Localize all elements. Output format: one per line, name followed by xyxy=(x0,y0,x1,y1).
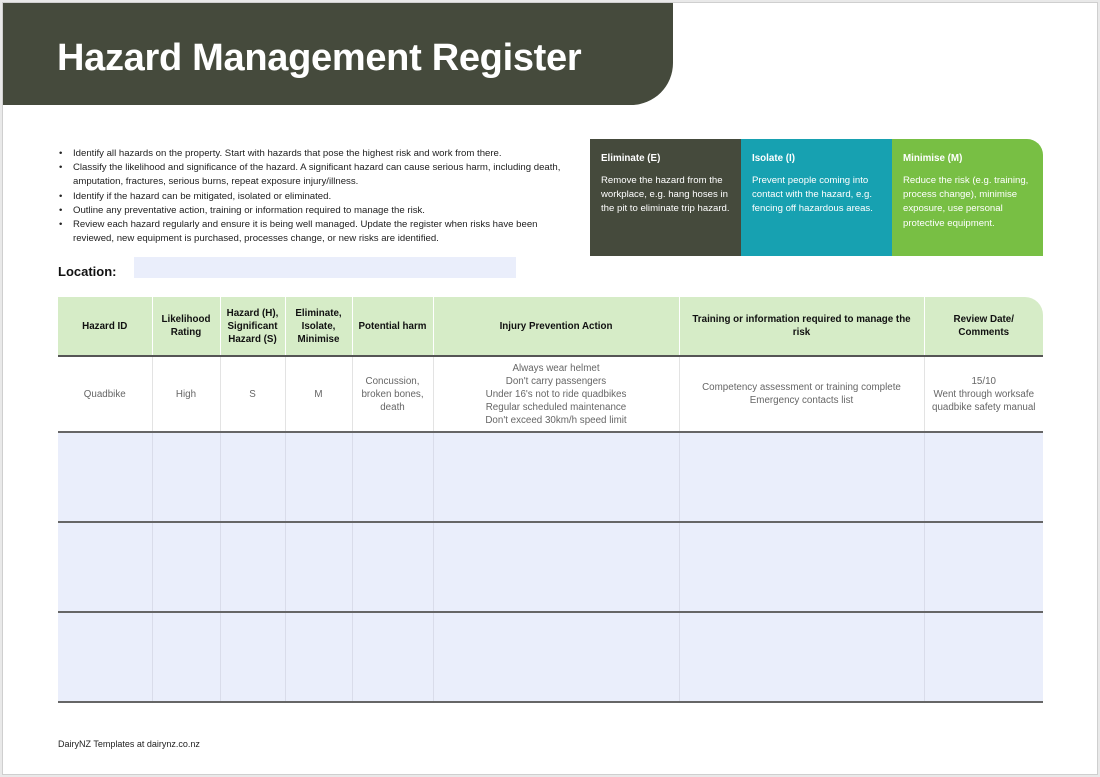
empty-cell[interactable] xyxy=(352,522,433,612)
empty-cell[interactable] xyxy=(679,612,924,702)
table-row xyxy=(58,356,1043,432)
table-row-empty xyxy=(58,612,1043,702)
empty-cell[interactable] xyxy=(58,612,152,702)
instruction-item: • Classify the likelihood and significance of the hazard. A significant hazard can cause serious harm, including death, amputation, fractures, serious burns, repeat exposure injury/illness. xyxy=(57,161,577,189)
empty-cell[interactable] xyxy=(58,432,152,522)
empty-cell[interactable] xyxy=(352,612,433,702)
empty-cell[interactable] xyxy=(285,612,352,702)
empty-cell[interactable] xyxy=(152,612,220,702)
header-potential-harm: Potential harm xyxy=(352,297,433,356)
header-injury-prevention-action: Injury Prevention Action xyxy=(433,297,679,356)
review-line: Went through worksafe xyxy=(933,388,1035,400)
empty-cell[interactable] xyxy=(679,432,924,522)
hazard-register-table xyxy=(58,297,1043,703)
cell-likelihood[interactable]: High xyxy=(152,356,220,432)
page-title: Hazard Management Register xyxy=(57,37,582,79)
empty-cell[interactable] xyxy=(220,522,285,612)
minimise-card-title: Minimise (M) xyxy=(903,153,963,164)
cell-review[interactable] xyxy=(924,356,1043,432)
cell-eim[interactable]: M xyxy=(285,356,352,432)
cell-hazard-id[interactable]: Quadbike xyxy=(58,356,152,432)
empty-cell[interactable] xyxy=(152,432,220,522)
empty-cell[interactable] xyxy=(58,522,152,612)
minimise-card xyxy=(892,139,1043,256)
empty-cell[interactable] xyxy=(924,612,1043,702)
header-likelihood-rating: Likelihood Rating xyxy=(152,297,220,356)
training-line: Emergency contacts list xyxy=(749,395,854,406)
empty-cell[interactable] xyxy=(152,522,220,612)
location-label: Location: xyxy=(58,264,117,279)
empty-cell[interactable] xyxy=(352,432,433,522)
header-hazard-id: Hazard ID xyxy=(58,297,152,356)
cell-hazard-type[interactable]: S xyxy=(220,356,285,432)
instruction-item: • Review each hazard regularly and ensure it is being well managed. Update the register when risks have been reviewed, new equipment is purchased, processes change, or new risks are identified. xyxy=(57,218,577,246)
prevention-line: Regular scheduled maintenance xyxy=(485,401,627,413)
header-training-information: Training or information required to manage the risk xyxy=(679,297,924,356)
instruction-item: • Identify if the hazard can be mitigated, isolated or eliminated. xyxy=(57,190,577,204)
footer-credit: DairyNZ Templates at dairynz.co.nz xyxy=(58,739,200,749)
instruction-item: • Outline any preventative action, training or information required to manage the risk. xyxy=(57,204,577,218)
table-row-empty xyxy=(58,432,1043,522)
register-page xyxy=(2,2,1098,775)
empty-cell[interactable] xyxy=(924,432,1043,522)
empty-cell[interactable] xyxy=(285,522,352,612)
eliminate-card xyxy=(590,139,741,256)
title-banner xyxy=(3,3,673,105)
instruction-item: • Identify all hazards on the property. Start with hazards that pose the highest risk and work from there. xyxy=(57,147,577,161)
empty-cell[interactable] xyxy=(679,522,924,612)
empty-cell[interactable] xyxy=(220,612,285,702)
empty-cell[interactable] xyxy=(433,612,679,702)
training-line: Competency assessment or training complete xyxy=(702,382,901,393)
isolate-card xyxy=(741,139,892,256)
eliminate-card-body: Remove the hazard from the workplace, e.g. hang hoses in the pit to eliminate trip hazard. xyxy=(601,175,730,215)
prevention-line: Don't carry passengers xyxy=(505,375,607,387)
review-line: quadbike safety manual xyxy=(932,401,1036,413)
instructions-list xyxy=(57,147,577,246)
header-review-date-comments: Review Date/ Comments xyxy=(924,297,1043,356)
prevention-line: Under 16's not to ride quadbikes xyxy=(485,388,627,400)
cell-potential-harm[interactable]: Concussion, broken bones, death xyxy=(352,356,433,432)
empty-cell[interactable] xyxy=(220,432,285,522)
cell-prevention-action[interactable] xyxy=(433,356,679,432)
control-method-cards xyxy=(590,139,1042,256)
isolate-card-body: Prevent people coming into contact with the hazard, e.g. fencing off hazardous areas. xyxy=(752,175,873,215)
cell-training[interactable] xyxy=(679,356,924,432)
review-line: 15/10 xyxy=(971,375,997,387)
isolate-card-title: Isolate (I) xyxy=(752,153,796,164)
empty-cell[interactable] xyxy=(433,432,679,522)
table-row-empty xyxy=(58,522,1043,612)
table-header-row xyxy=(58,297,1043,356)
location-input[interactable] xyxy=(134,257,516,278)
prevention-line: Always wear helmet xyxy=(512,362,600,374)
empty-cell[interactable] xyxy=(285,432,352,522)
header-eliminate-isolate-minimise: Eliminate, Isolate, Minimise xyxy=(285,297,352,356)
prevention-line: Don't exceed 30km/h speed limit xyxy=(485,414,627,426)
empty-cell[interactable] xyxy=(433,522,679,612)
header-hazard-type: Hazard (H), Significant Hazard (S) xyxy=(220,297,285,356)
eliminate-card-title: Eliminate (E) xyxy=(601,153,661,164)
minimise-card-body: Reduce the risk (e.g. training, process change), minimise exposure, use personal protective equipment. xyxy=(903,175,1029,229)
empty-cell[interactable] xyxy=(924,522,1043,612)
